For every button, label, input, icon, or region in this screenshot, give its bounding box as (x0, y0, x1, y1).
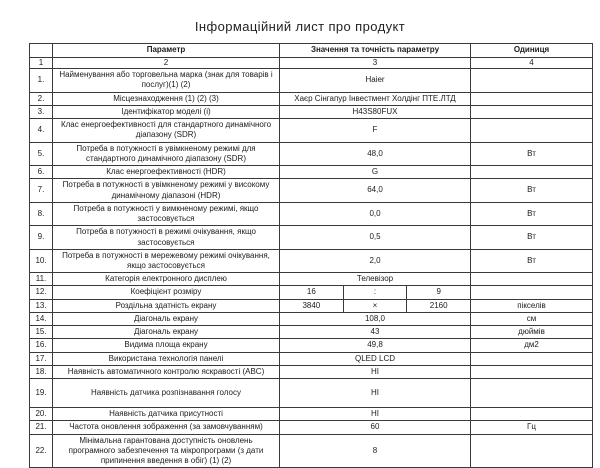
unit-cell (471, 273, 593, 286)
parameter-cell: Категорія електронного дисплею (53, 273, 280, 286)
unit-cell (471, 286, 593, 299)
header-parameter: Параметр (53, 44, 280, 58)
table-row (30, 312, 593, 325)
table-row (30, 434, 593, 468)
parameter-cell: Видима площа екрану (53, 339, 280, 352)
parameter-cell: Потреба в потужності у вимкненому режимі, якщо застосовується (53, 202, 280, 225)
unit-cell: пікселів (471, 299, 593, 312)
column-number: 2 (53, 58, 280, 69)
parameter-cell: Коефіцієнт розміру (53, 286, 280, 299)
parameter-cell: Діагональ екрану (53, 312, 280, 325)
value-cell: F (280, 119, 471, 142)
value-cell: 49,8 (280, 339, 471, 352)
unit-cell: Вт (471, 226, 593, 249)
value-cell (280, 299, 471, 312)
row-number: 17. (30, 352, 53, 365)
table-row (30, 179, 593, 202)
table-row (30, 273, 593, 286)
row-number: 1. (30, 69, 53, 92)
value-cell: 48,0 (280, 142, 471, 165)
table-row (30, 142, 593, 165)
row-number: 4. (30, 119, 53, 142)
parameter-cell: Клас енергоефективності для стандартного динамічного діапазону (SDR) (53, 119, 280, 142)
parameter-cell: Мінімальна гарантована доступність оновлень програмного забезпечення та мікропрограми (з дати припинення введення в обіг) (1) (2) (53, 434, 280, 468)
value-part: 3840 (302, 300, 321, 310)
table-row (30, 421, 593, 434)
value-cell: 108,0 (280, 312, 471, 325)
value-part: × (343, 300, 407, 312)
row-number: 21. (30, 421, 53, 434)
value-cell: Haier (280, 69, 471, 92)
value-cell: 2,0 (280, 249, 471, 272)
table-row (30, 166, 593, 179)
value-part: 16 (306, 287, 316, 297)
value-cell: 0,0 (280, 202, 471, 225)
parameter-cell: Ідентифікатор моделі (і) (53, 105, 280, 118)
row-number: 2. (30, 92, 53, 105)
unit-cell: Гц (471, 421, 593, 434)
row-number: 9. (30, 226, 53, 249)
value-cell: QLED LCD (280, 352, 471, 365)
parameter-cell: Наявність автоматичного контролю яскравості (ABC) (53, 365, 280, 378)
parameter-cell: Використана технологія панелі (53, 352, 280, 365)
value-part: 2160 (406, 300, 470, 312)
row-number: 3. (30, 105, 53, 118)
row-number: 7. (30, 179, 53, 202)
table-row (30, 202, 593, 225)
page-title: Інформаційний лист про продукт (194, 19, 406, 34)
unit-cell: дм2 (471, 339, 593, 352)
table-row (30, 105, 593, 118)
unit-cell: Вт (471, 249, 593, 272)
parameter-cell: Потреба в потужності в режимі очікування, якщо застосовується (53, 226, 280, 249)
parameter-cell: Частота оновлення зображення (за замовчуванням) (53, 421, 280, 434)
row-number: 18. (30, 365, 53, 378)
value-cell (280, 286, 471, 299)
parameter-cell: Потреба в потужності в увімкненому режимі у високому динамічному діапазоні (HDR) (53, 179, 280, 202)
value-split (280, 300, 470, 312)
row-number: 5. (30, 142, 53, 165)
parameter-cell: Роздільна здатність екрану (53, 299, 280, 312)
value-split (280, 286, 470, 298)
value-cell: 64,0 (280, 179, 471, 202)
table-row (30, 339, 593, 352)
table-row (30, 119, 593, 142)
row-number: 8. (30, 202, 53, 225)
value-cell: Хаєр Сінгапур Інвестмент Холдінг ПТЕ.ЛТД (280, 92, 471, 105)
row-number: 20. (30, 408, 53, 421)
unit-cell: Вт (471, 142, 593, 165)
unit-cell (471, 166, 593, 179)
row-number: 15. (30, 326, 53, 339)
value-part: : (343, 286, 407, 298)
unit-cell (471, 92, 593, 105)
row-number: 6. (30, 166, 53, 179)
product-info-table (29, 43, 593, 468)
value-cell: H43S80FUX (280, 105, 471, 118)
unit-cell: Вт (471, 202, 593, 225)
value-cell: 60 (280, 421, 471, 434)
column-number: 4 (471, 58, 593, 69)
unit-cell (471, 69, 593, 92)
parameter-cell: Потреба в потужності в увімкненому режимі для стандартного динамічного діапазону (SDR) (53, 142, 280, 165)
unit-cell (471, 119, 593, 142)
value-cell: 0,5 (280, 226, 471, 249)
unit-cell: Вт (471, 179, 593, 202)
unit-cell (471, 379, 593, 408)
header-unit: Одиниця (471, 44, 593, 58)
value-cell: Телевізор (280, 273, 471, 286)
unit-cell (471, 408, 593, 421)
row-number: 11. (30, 273, 53, 286)
table-row (30, 379, 593, 408)
row-number: 16. (30, 339, 53, 352)
unit-cell (471, 365, 593, 378)
value-cell: 43 (280, 326, 471, 339)
unit-cell (471, 352, 593, 365)
row-number: 22. (30, 434, 53, 468)
unit-cell: см (471, 312, 593, 325)
value-part: 9 (406, 286, 470, 298)
parameter-cell: Діагональ екрану (53, 326, 280, 339)
column-number-row (30, 58, 593, 69)
table-row (30, 249, 593, 272)
value-cell: НІ (280, 408, 471, 421)
unit-cell (471, 105, 593, 118)
unit-cell (471, 434, 593, 468)
row-number: 19. (30, 379, 53, 408)
row-number: 13. (30, 299, 53, 312)
table-row (30, 92, 593, 105)
parameter-cell: Місцезнаходження (1) (2) (3) (53, 92, 280, 105)
parameter-cell: Наявність датчика присутності (53, 408, 280, 421)
table-row (30, 299, 593, 312)
value-cell: 8 (280, 434, 471, 468)
table-row (30, 226, 593, 249)
parameter-cell: Клас енергоефективності (HDR) (53, 166, 280, 179)
header-number (30, 44, 53, 58)
parameter-cell: Потреба в потужності в мережевому режимі очікування, якщо застосовується (53, 249, 280, 272)
row-number: 14. (30, 312, 53, 325)
column-number: 1 (30, 58, 53, 69)
table-row (30, 69, 593, 92)
unit-cell: дюймів (471, 326, 593, 339)
parameter-cell: Найменування або торговельна марка (знак для товарів і послуг)(1) (2) (53, 69, 280, 92)
value-cell: НІ (280, 365, 471, 378)
table-row (30, 408, 593, 421)
table-row (30, 352, 593, 365)
table-row (30, 286, 593, 299)
parameter-cell: Наявність датчика розпізнавання голосу (53, 379, 280, 408)
row-number: 10. (30, 249, 53, 272)
table-header-row (30, 44, 593, 58)
value-cell: G (280, 166, 471, 179)
column-number: 3 (280, 58, 471, 69)
row-number: 12. (30, 286, 53, 299)
table-row (30, 326, 593, 339)
header-value: Значення та точність параметру (280, 44, 471, 58)
value-cell: НІ (280, 379, 471, 408)
table-row (30, 365, 593, 378)
